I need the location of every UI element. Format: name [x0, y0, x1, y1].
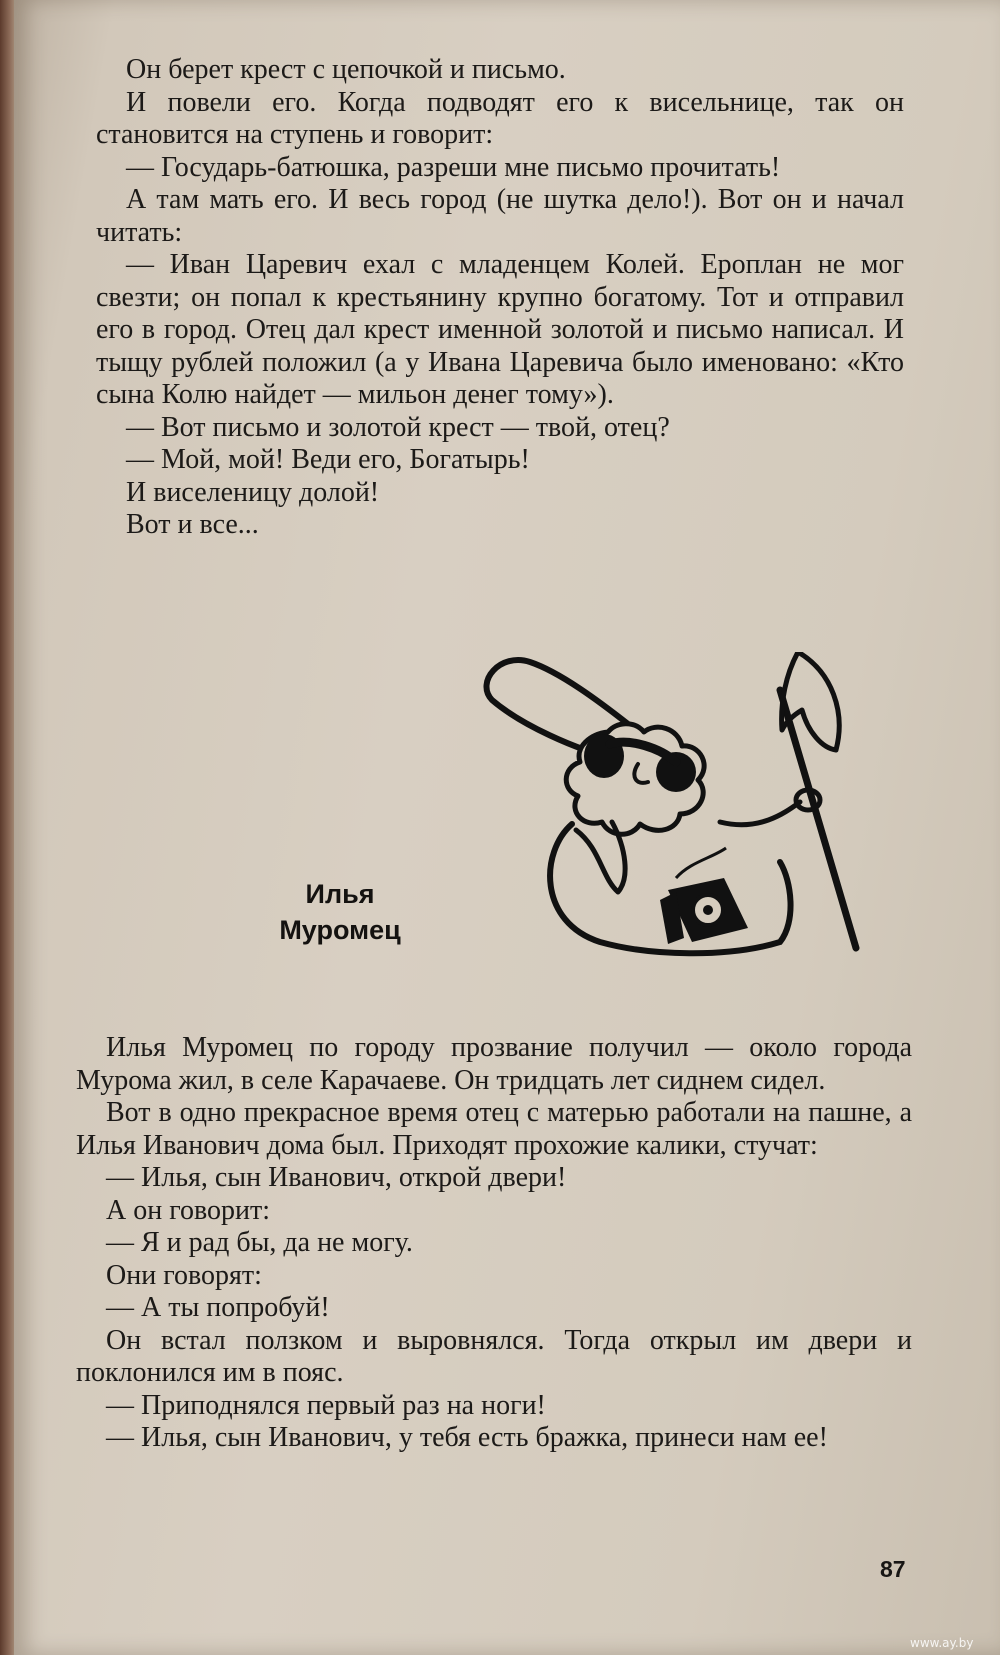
illustration-title — [240, 876, 440, 948]
paragraph: Он берет крест с цепочкой и письмо. — [126, 54, 566, 85]
watermark: www.ay.by — [910, 1636, 974, 1650]
paragraph: Илья Муромец по городу прозвание получил — около города Мурома жил, в селе Карачаеве. Он тридцать лет сиднем сидел. — [76, 1032, 912, 1096]
text-block-top — [96, 54, 904, 542]
paragraph: И повели его. Когда подводят его к висельнице, так он становится на ступень и говорит: — [96, 86, 904, 150]
paragraph: Вот в одно прекрасное время отец с матерью работали на пашне, а Илья Иванович дома был. Приходят прохожие калики, стучат: — [76, 1097, 912, 1161]
paragraph: — Илья, сын Иванович, открой двери! — [106, 1162, 567, 1193]
paragraph: А он говорит: — [106, 1194, 271, 1226]
paragraph: — Я и рад бы, да не могу. — [106, 1227, 413, 1258]
paragraph: — Государь-батюшка, разреши мне письмо прочитать! — [126, 151, 781, 183]
page-number: 87 — [880, 1556, 906, 1582]
paragraph: Он встал ползком и выровнялся. Тогда открыл им двери и поклонился им в пояс. — [76, 1324, 912, 1388]
paragraph: Они говорят: — [106, 1259, 262, 1291]
illustration-title-line2: Муромец — [279, 915, 401, 945]
paragraph: Вот и все... — [126, 509, 259, 540]
paragraph: — Мой, мой! Веди его, Богатырь! — [126, 444, 530, 475]
paragraph: — Вот письмо и золотой крест — твой, отец? — [126, 411, 670, 443]
illustration-title-line1: Илья — [305, 879, 375, 909]
paragraph: — Илья, сын Иванович, у тебя есть бражка, принеси нам ее! — [106, 1422, 828, 1453]
paragraph: И виселеницу долой! — [126, 476, 380, 508]
paragraph: А там мать его. И весь город (не шутка дело!). Вот он и начал читать: — [96, 184, 904, 248]
paragraph: — А ты попробуй! — [106, 1292, 330, 1323]
text-block-bottom — [76, 1032, 912, 1455]
ilya-muromets-with-telephone-illustration — [480, 652, 920, 1002]
paragraph: — Иван Царевич ехал с младенцем Колей. Ероплан не мог свезти; он попал к крестьянину крупно богатому. Тот и отправил его в город. Отец дал крест именной золотой и письмо написал. И тыщу рублей положил (а у Ивана Царевича было именовано: «Кто сына Колю найдет — мильон денег тому»). — [96, 249, 904, 410]
paragraph: — Приподнялся первый раз на ноги! — [106, 1389, 546, 1421]
